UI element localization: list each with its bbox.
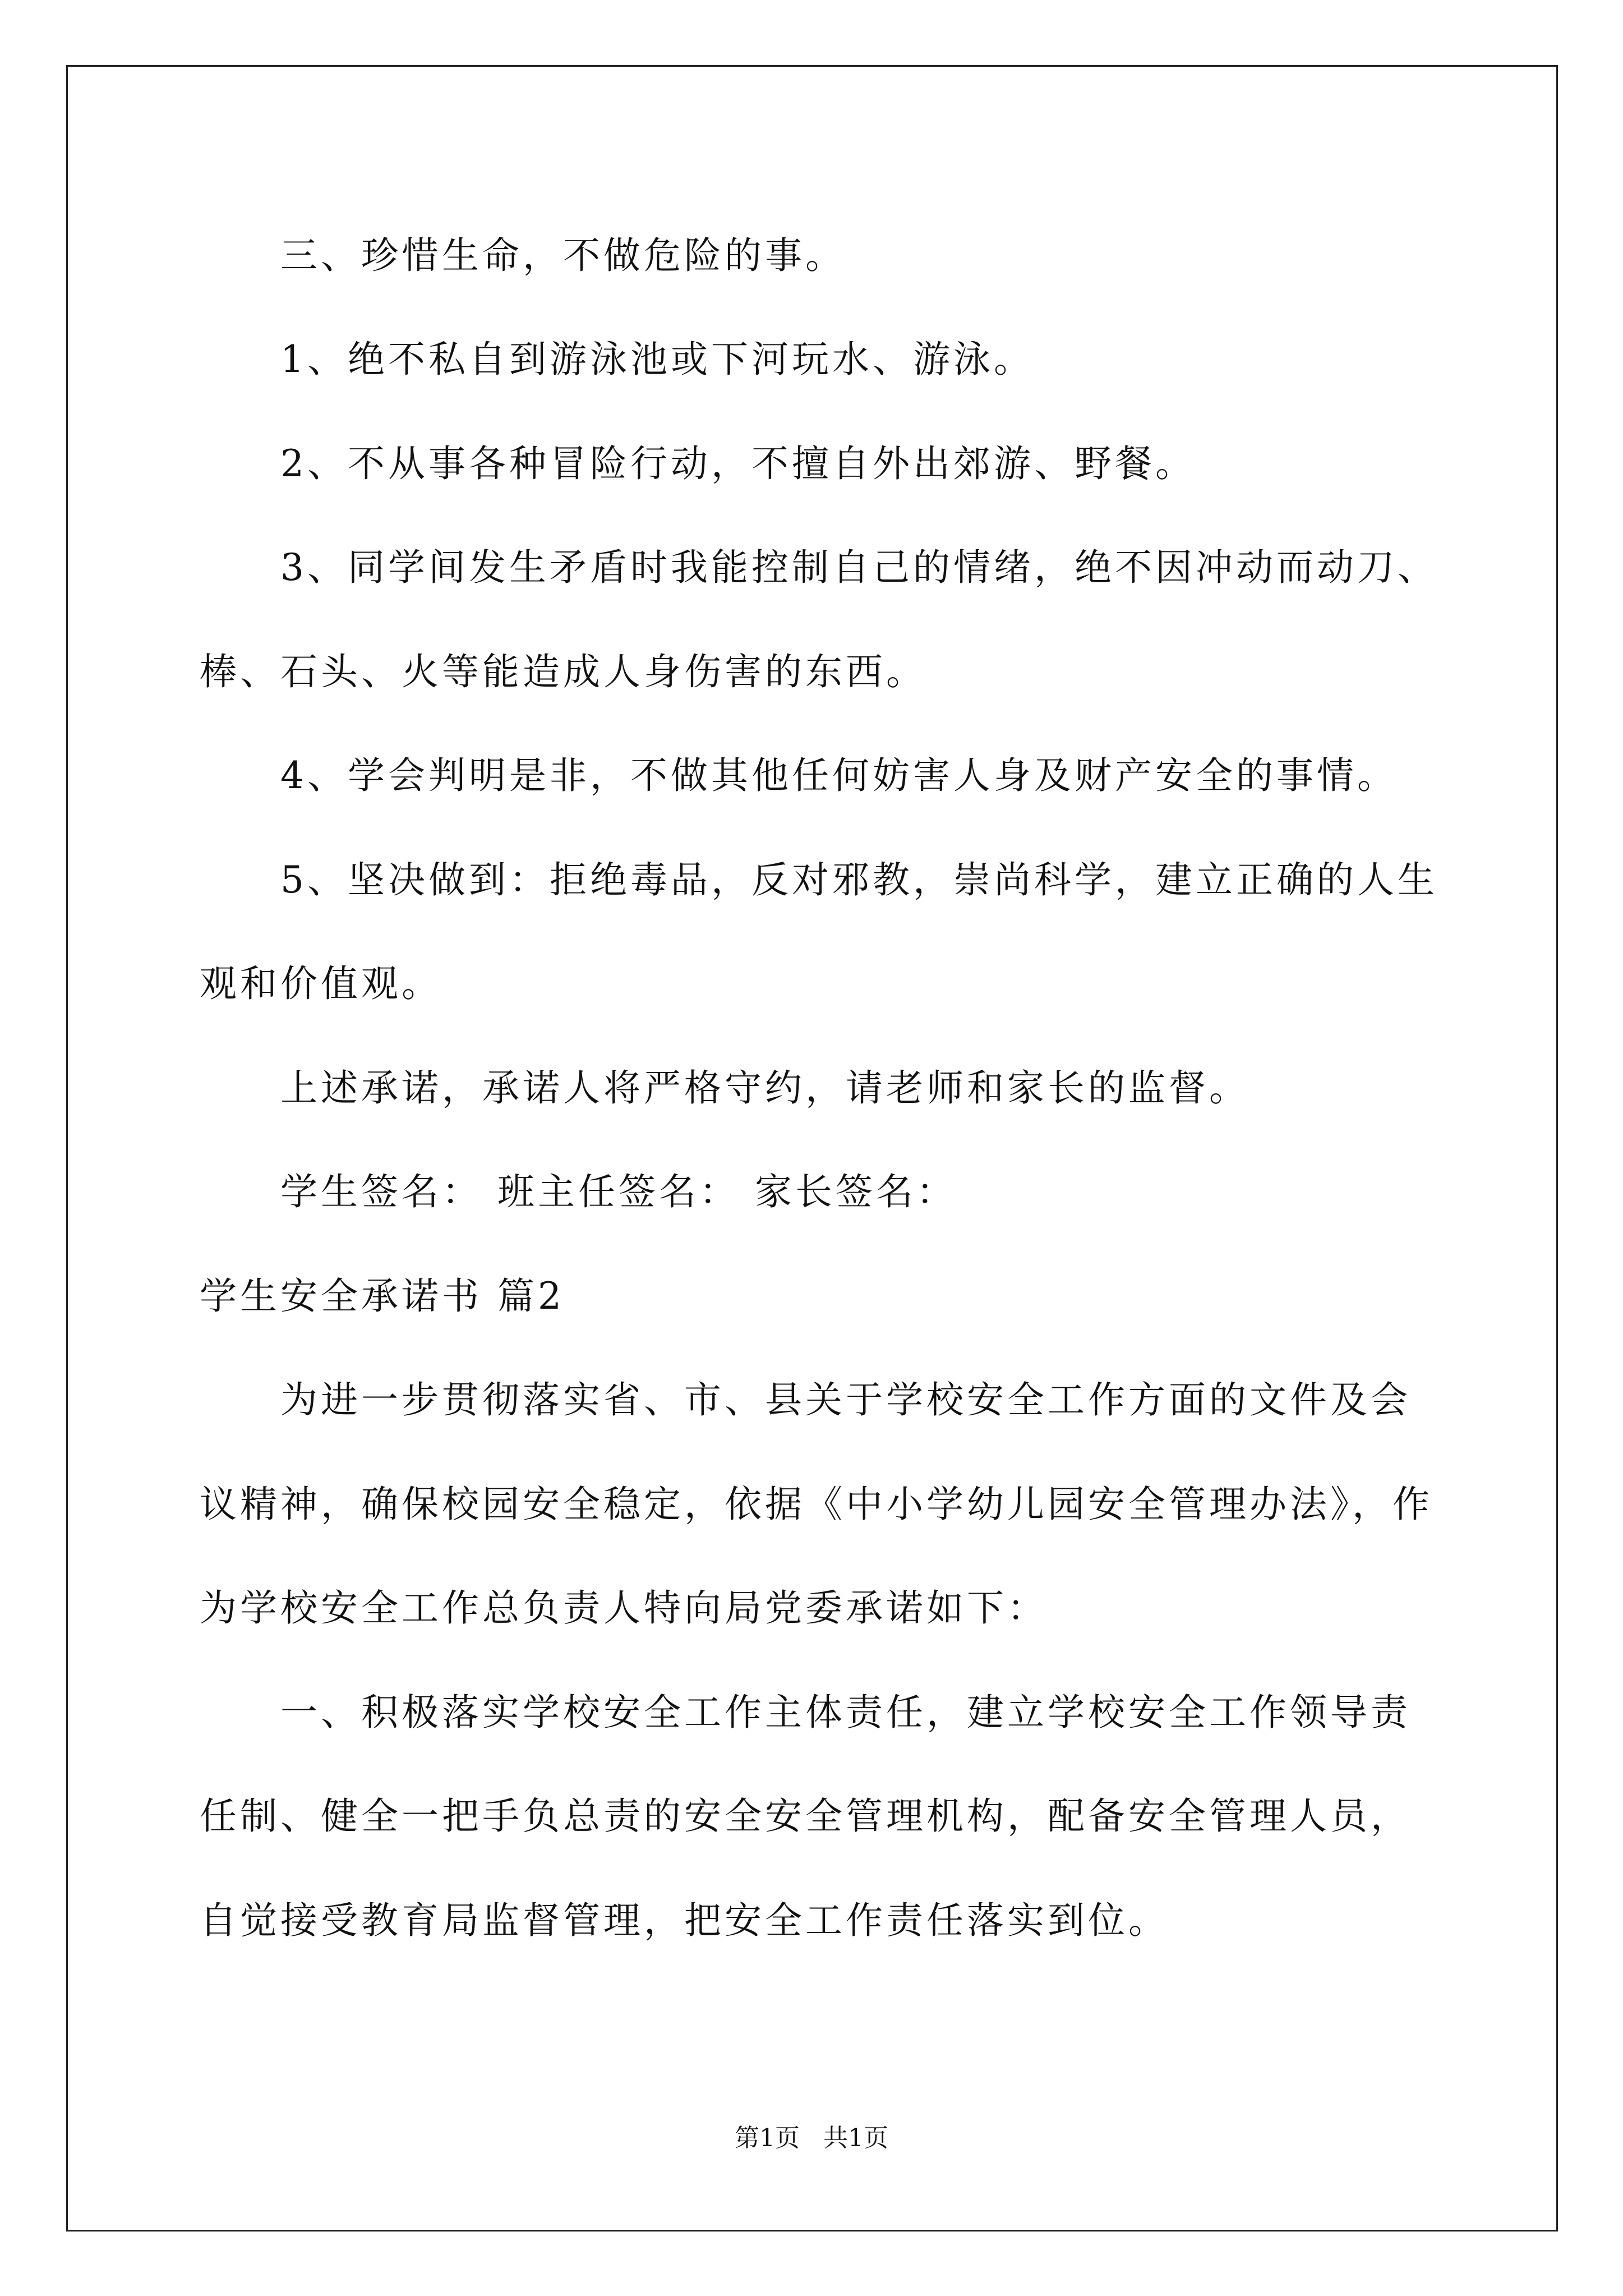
list-item-3: 3、同学间发生矛盾时我能控制自己的情绪，绝不因冲动而动刀、: [280, 546, 1438, 589]
list-item-1: 1、绝不私自到游泳池或下河玩水、游泳。: [280, 338, 1034, 381]
commitment-statement: 上述承诺，承诺人将严格守约，请老师和家长的监督。: [280, 1066, 1249, 1110]
page-number-footer: 第1页 共1页: [735, 2124, 888, 2152]
paragraph-intro-line-3: 为学校安全工作总负责人特向局党委承诺如下：: [200, 1586, 1048, 1630]
paragraph-item-1-line-2: 任制、健全一把手负总责的安全安全管理机构，配备安全管理人员，: [200, 1795, 1411, 1838]
paragraph-item-1-line-3: 自觉接受教育局监督管理，把安全工作责任落实到位。: [200, 1899, 1169, 1942]
paragraph-intro-line-2: 议精神，确保校园安全稳定，依据《中小学幼儿园安全管理办法》，作: [200, 1483, 1433, 1526]
paragraph-item-1-line-1: 一、积极落实学校安全工作主体责任，建立学校安全工作领导责: [280, 1691, 1411, 1734]
list-item-5-continued: 观和价值观。: [200, 962, 442, 1005]
paragraph-intro-line-1: 为进一步贯彻落实省、市、县关于学校安全工作方面的文件及会: [280, 1378, 1411, 1421]
list-item-5: 5、坚决做到：拒绝毒品，反对邪教，崇尚科学，建立正确的人生: [280, 858, 1438, 901]
signature-line: 学生签名： 班主任签名： 家长签名：: [280, 1170, 957, 1213]
section-title-part-2: 学生安全承诺书 篇2: [200, 1274, 565, 1318]
list-item-3-continued: 棒、石头、火等能造成人身伤害的东西。: [200, 650, 926, 693]
list-item-4: 4、学会判明是非，不做其他任何妨害人身及财产安全的事情。: [280, 754, 1398, 797]
list-item-2: 2、不从事各种冒险行动，不擅自外出郊游、野餐。: [280, 442, 1196, 485]
section-heading-3: 三、珍惜生命，不做危险的事。: [280, 234, 846, 277]
